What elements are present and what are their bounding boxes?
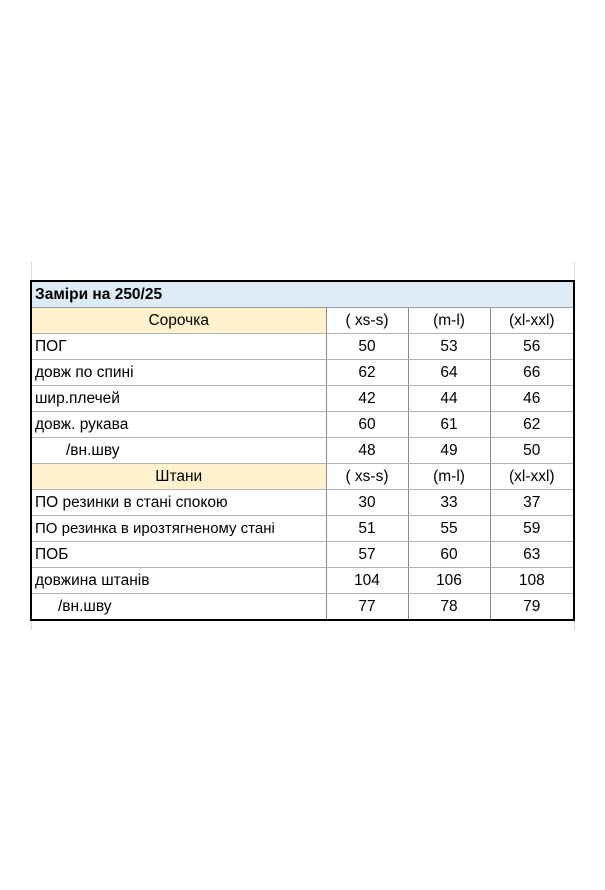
table-row [32,360,573,386]
table-row [32,386,573,412]
cell-value: 60 [408,542,490,568]
table-row [32,490,573,516]
size-header: ( xs-s) [326,464,408,490]
table-row [32,516,573,542]
row-label: шир.плечей [32,386,326,412]
pants-header-row [32,464,573,490]
cell-value: 61 [408,412,490,438]
cell-value: 50 [326,334,408,360]
cell-value: 79 [490,594,573,620]
row-label: довж. рукава [32,412,326,438]
cell-value: 50 [490,438,573,464]
cell-value: 59 [490,516,573,542]
size-header: ( xs-s) [326,308,408,334]
cell-value: 104 [326,568,408,594]
cell-value: 77 [326,594,408,620]
cell-value: 108 [490,568,573,594]
row-label: ПО резинки в стані спокою [32,490,326,516]
cell-value: 53 [408,334,490,360]
cell-value: 64 [408,360,490,386]
cell-value: 106 [408,568,490,594]
table-title: Заміри на 250/25 [32,282,573,308]
table-row [32,542,573,568]
pants-section-label: Штани [32,464,326,490]
row-label: довж по спині [32,360,326,386]
cell-value: 60 [326,412,408,438]
shirt-header-row [32,308,573,334]
row-label: ПО резинка в ирозтягненому стані [32,516,326,542]
cell-value: 37 [490,490,573,516]
size-header: (m-l) [408,464,490,490]
table-row [32,438,573,464]
table-row [32,412,573,438]
row-label: /вн.шву [58,598,112,615]
cell-value: 51 [326,516,408,542]
cell-value: 33 [408,490,490,516]
size-header: (xl-xxl) [490,308,573,334]
cell-value: 49 [408,438,490,464]
cell-value: 48 [326,438,408,464]
cell-value: 55 [408,516,490,542]
cell-value: 56 [490,334,573,360]
cell-value: 66 [490,360,573,386]
row-label: ПОБ [32,542,326,568]
row-label: /вн.шву [32,438,326,464]
cell-value: 63 [490,542,573,568]
cell-value: 44 [408,386,490,412]
cell-value: 57 [326,542,408,568]
size-header: (m-l) [408,308,490,334]
table-row [32,568,573,594]
cell-value: 30 [326,490,408,516]
shirt-section-label: Сорочка [32,308,326,334]
cell-value: 78 [408,594,490,620]
table-row [32,334,573,360]
measurements-table [30,280,575,621]
cell-value: 42 [326,386,408,412]
table-title-row [32,282,573,308]
row-label: ПОГ [32,334,326,360]
cell-value: 46 [490,386,573,412]
cell-value: 62 [490,412,573,438]
table-row [32,594,573,620]
row-label: довжина штанів [32,568,326,594]
cell-value: 62 [326,360,408,386]
size-header: (xl-xxl) [490,464,573,490]
